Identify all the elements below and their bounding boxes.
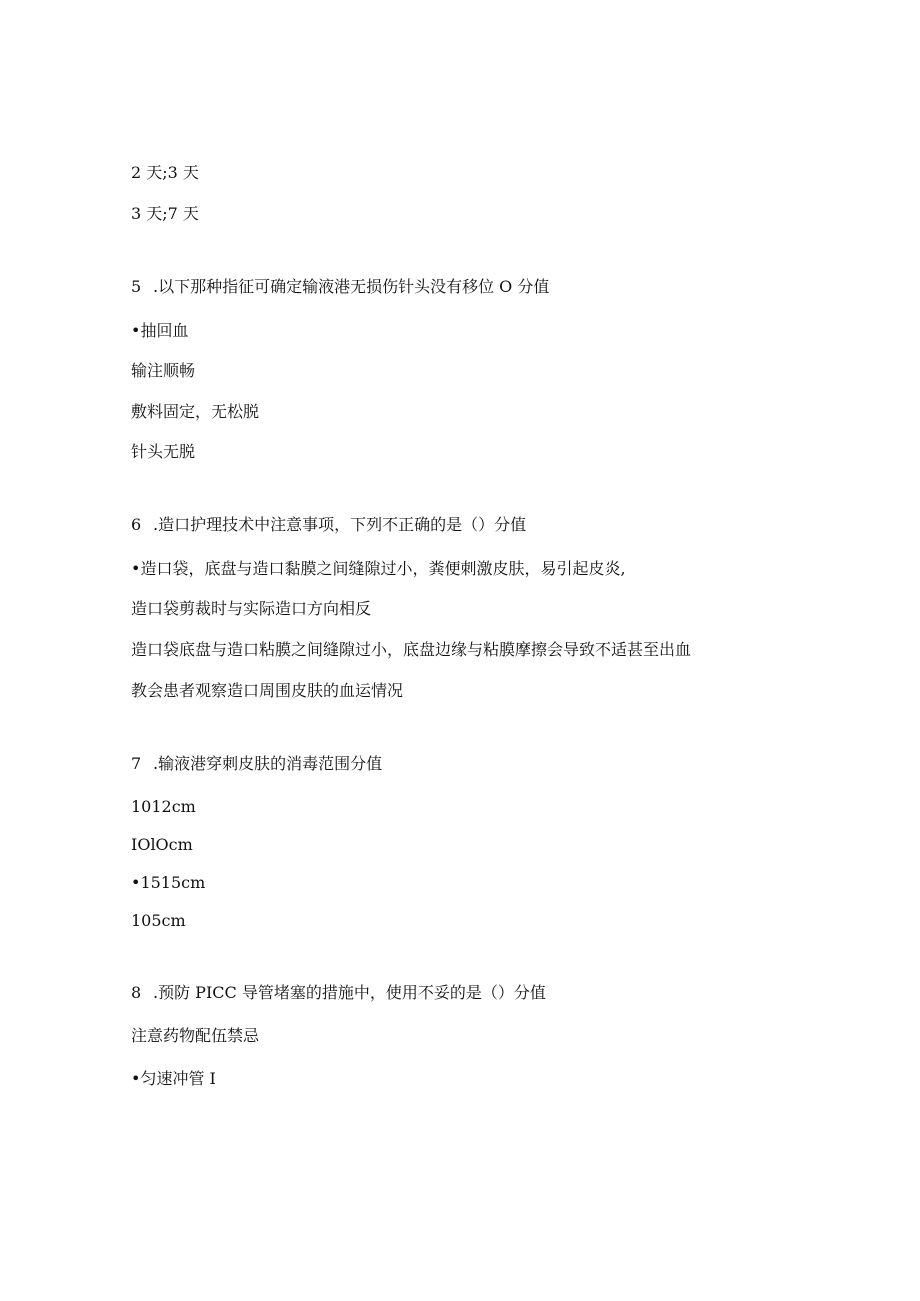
question-number: 6	[131, 515, 142, 534]
question-number: 8	[131, 983, 142, 1002]
question-6	[131, 515, 526, 535]
option-text: •1515cm	[131, 873, 206, 892]
option-text: 造口袋剪裁时与实际造口方向相反	[131, 599, 372, 618]
question-stem: .输液港穿刺皮肤的消毒范围分值	[153, 754, 383, 773]
question-8	[131, 983, 546, 1003]
option-text: 教会患者观察造口周围皮肤的血运情况	[131, 681, 404, 700]
question-number: 5	[131, 277, 142, 296]
question-stem: .预防 PICC 导管堵塞的措施中，使用不妥的是（）分值	[153, 983, 546, 1002]
option-text: 输注顺畅	[131, 361, 196, 380]
option-text: 2 天;3 天	[131, 163, 199, 182]
option-text: 针头无脱	[131, 442, 196, 461]
option-text: IOlOcm	[131, 835, 193, 854]
option-text: 105cm	[131, 911, 186, 930]
option-text: 造口袋底盘与造口粘膜之间缝隙过小，底盘边缘与粘膜摩擦会导致不适甚至出血	[131, 640, 692, 659]
option-text: 1012cm	[131, 797, 196, 816]
option-text: 3 天;7 天	[131, 204, 199, 223]
question-number: 7	[131, 754, 142, 773]
question-5	[131, 277, 549, 297]
option-text: 敷料固定，无松脱	[131, 402, 260, 421]
question-stem: .以下那种指征可确定输液港无损伤针头没有移位 O 分值	[153, 277, 550, 296]
question-7	[131, 754, 382, 774]
question-stem: .造口护理技术中注意事项，下列不正确的是（）分值	[153, 515, 527, 534]
option-text: •抽回血	[131, 321, 189, 340]
option-text: •匀速冲管 I	[131, 1069, 216, 1088]
option-text: 注意药物配伍禁忌	[131, 1026, 260, 1045]
option-text: •造口袋，底盘与造口黏膜之间缝隙过小，粪便刺激皮肤，易引起皮炎,	[131, 559, 626, 578]
